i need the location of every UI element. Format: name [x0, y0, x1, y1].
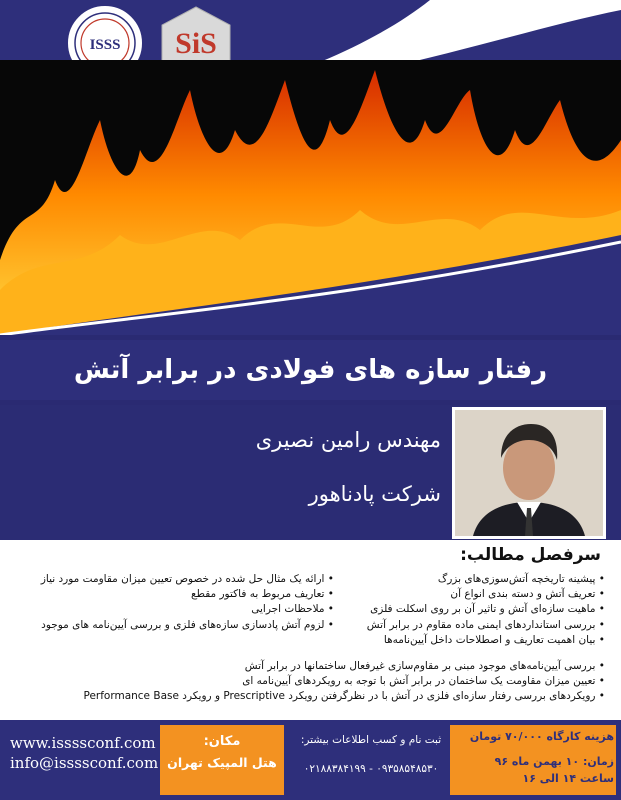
fire-image [0, 60, 621, 335]
list-item: • تعریف آتش و دسته بندی انواع آن [450, 588, 605, 601]
registration-label: ثبت نام و کسب اطلاعات بیشتر: [300, 734, 442, 746]
phone-numbers: ۰۹۳۵۸۵۴۸۵۳۰ - ۰۲۱۸۸۳۸۴۱۹۹ [303, 763, 439, 775]
svg-text:SiS: SiS [175, 27, 217, 60]
topics-list-right [325, 572, 605, 648]
workshop-date: زمان: ۱۰ بهمن ماه ۹۶ [494, 755, 614, 768]
list-item: • ارائه یک مثال حل شده در خصوص تعیین میزان مقاومت مورد نیاز [40, 573, 334, 585]
list-item: • پیشینه تاریخچه آتش‌سوزی‌های بزرگ [437, 573, 605, 585]
list-item: • رویکردهای بررسی رفتار سازه‌ای فلزی در آتش با در نظرگرفتن رویکرد Prescriptive و رویکرد Performance Base [83, 690, 605, 703]
workshop-time: ساعت ۱۴ الی ۱۶ [522, 772, 614, 785]
venue-info [163, 728, 281, 792]
list-item: • تعاریف مربوط به فاکتور مقطع [191, 588, 334, 601]
list-item: • بررسی استانداردهای ایمنی ماده مقاوم در برابر آتش [366, 618, 605, 631]
topics-list-left [14, 572, 334, 633]
speaker-portrait-icon [455, 410, 603, 536]
list-item: • لزوم آتش پادسازی سازه‌های فلزی و بررسی آیین‌نامه های موجود [41, 618, 334, 631]
topics-list-wide [5, 659, 605, 705]
speaker-photo [452, 407, 606, 539]
speaker-name: مهندس رامین نصیری [255, 428, 441, 452]
list-item: • ملاحظات اجرایی [251, 603, 334, 616]
registration-info [292, 733, 450, 777]
venue-name: هتل المپیک تهران [167, 755, 277, 770]
venue-label: مکان: [203, 734, 241, 749]
email-link[interactable]: info@issssconf.com [10, 754, 159, 772]
svg-text:ISSS: ISSS [89, 37, 121, 53]
contact-links [10, 733, 158, 773]
list-item: • تعیین میزان مقاومت یک ساختمان در برابر آتش با توجه به رویکردهای آیین‌نامه ای [242, 675, 605, 688]
website-link[interactable]: www.issssconf.com [10, 734, 156, 752]
list-item: • بیان اهمیت تعاریف و اصطلاحات داخل آیین‌نامه‌ها [383, 633, 605, 646]
list-item: • بررسی آیین‌نامه‌های موجود مبنی بر مقاوم‌سازی غیرفعال ساختمانها در برابر آتش [244, 660, 605, 672]
workshop-fee: هزینه کارگاه ۷۰/۰۰۰ تومان [469, 730, 614, 743]
topics-heading: سرفصل مطالب: [460, 545, 601, 565]
poster-title: رفتار سازه های فولادی در برابر آتش [0, 340, 621, 400]
speaker-company: شرکت پادناهور [308, 482, 441, 506]
list-item: • ماهیت سازه‌ای آتش و تاثیر آن بر روی اسکلت فلزی [370, 603, 605, 616]
fee-info [454, 728, 614, 787]
